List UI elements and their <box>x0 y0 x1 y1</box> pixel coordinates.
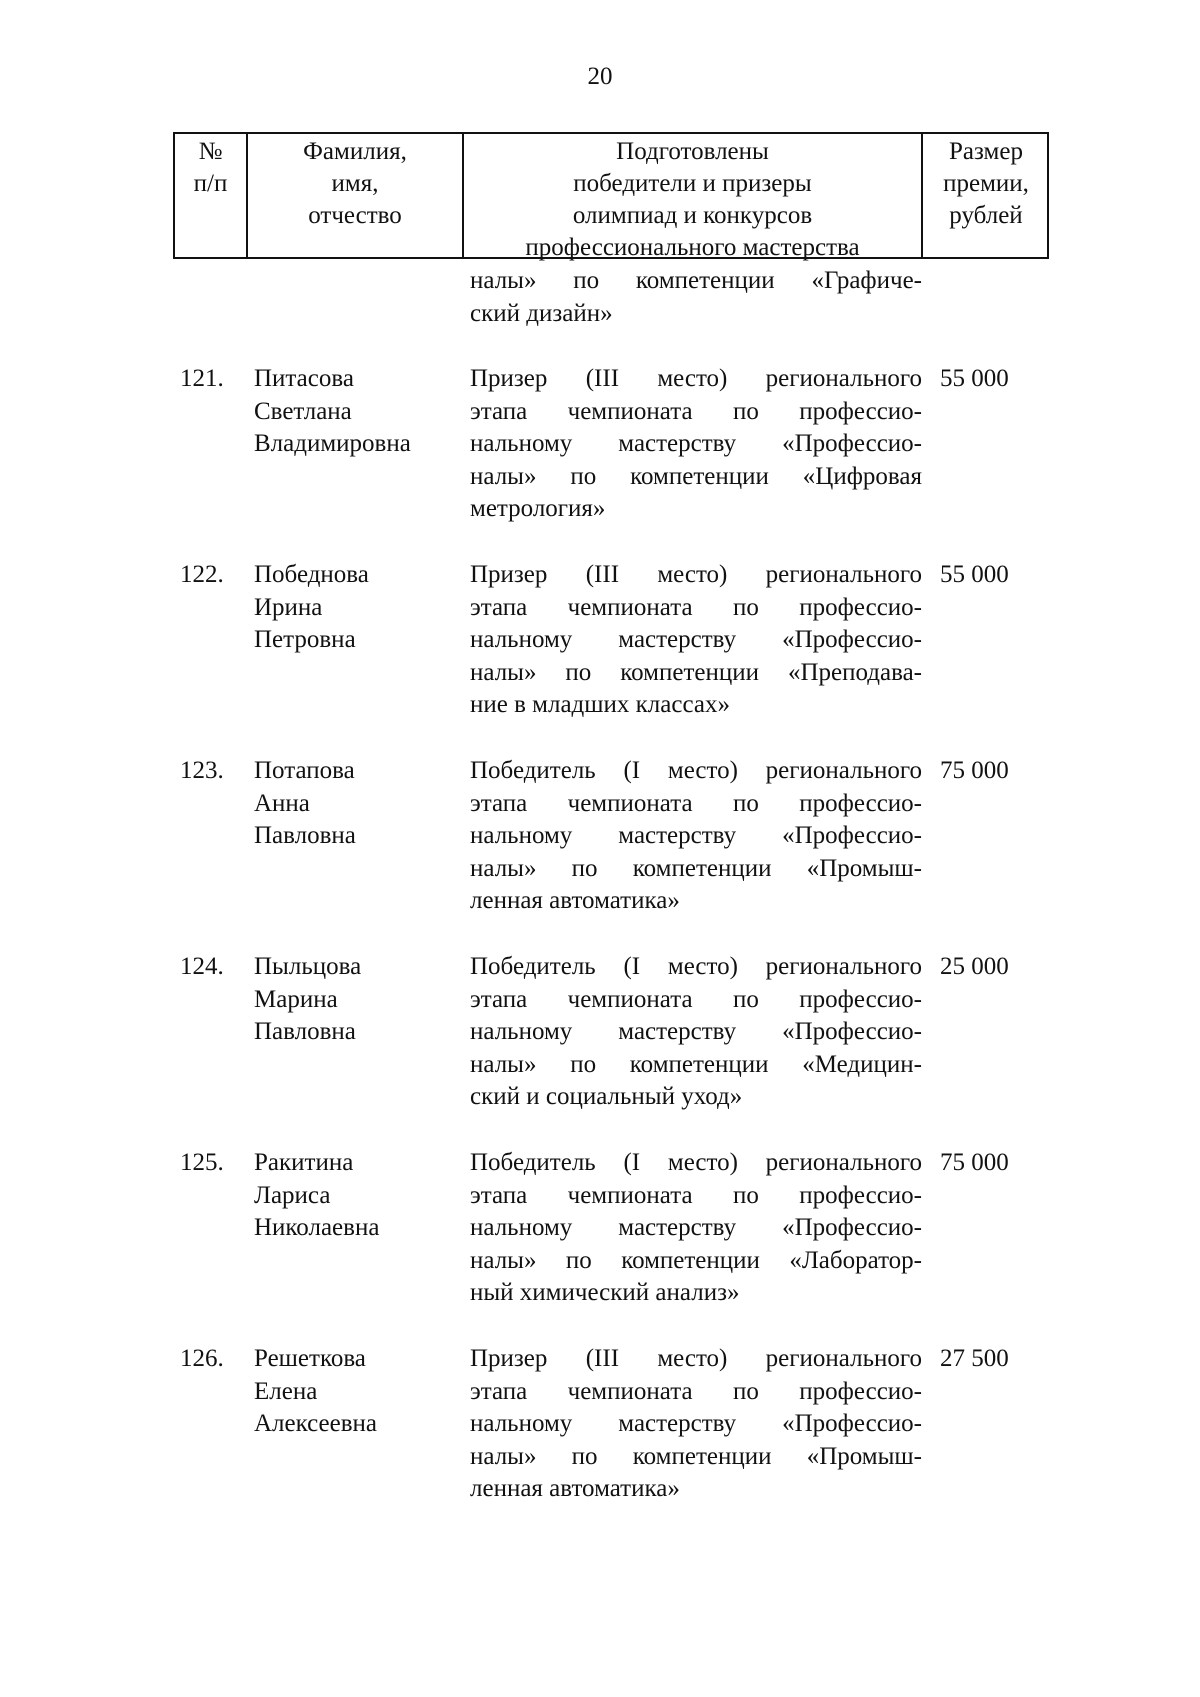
row-number: 124. <box>180 953 224 980</box>
prize-amount: 55 000 <box>940 561 1009 588</box>
first-name: Марина <box>254 985 338 1013</box>
patronymic: Павловна <box>254 1018 356 1045</box>
header-name-line: отчество <box>308 202 402 229</box>
first-name: Ирина <box>254 593 323 621</box>
header-achievement-line: олимпиад и конкурсов <box>572 202 813 229</box>
prize-amount: 27 500 <box>940 1345 1009 1372</box>
header-number-column <box>175 134 246 257</box>
patronymic: Николаевна <box>254 1214 380 1241</box>
achievement-line: метрология» <box>470 495 606 522</box>
achievement-line: нальному мастерству «Профессио- <box>470 822 922 849</box>
person-name <box>254 1343 459 1441</box>
achievement <box>470 755 922 918</box>
achievement <box>470 1343 922 1506</box>
achievement-line: Призер (III место) регионального <box>470 1345 922 1372</box>
surname: Потапова <box>254 757 355 784</box>
surname: Победнова <box>254 561 369 588</box>
surname: Ракитина <box>254 1149 354 1176</box>
achievement-line: налы» по компетенции «Лаборатор- <box>470 1246 922 1274</box>
achievement-line: налы» по компетенции «Промыш- <box>470 854 922 882</box>
achievement-line: налы» по компетенции «Медицин- <box>470 1050 922 1078</box>
achievement-line: этапа чемпионата по профессио- <box>470 1377 922 1405</box>
prize-amount: 55 000 <box>940 365 1009 392</box>
achievement-line: налы» по компетенции «Промыш- <box>470 1442 922 1470</box>
achievement-line: нальному мастерству «Профессио- <box>470 626 922 653</box>
continuation-text <box>470 265 922 330</box>
header-achievement-line: профессионального мастерства <box>525 234 860 261</box>
prize-amount: 75 000 <box>940 1149 1009 1176</box>
achievement-line: этапа чемпионата по профессио- <box>470 1181 922 1209</box>
header-prize-line: рублей <box>949 202 1023 229</box>
surname: Решеткова <box>254 1345 366 1372</box>
patronymic: Петровна <box>254 626 356 653</box>
achievement-line: нальному мастерству «Профессио- <box>470 430 922 457</box>
header-prize-line: премии, <box>943 170 1029 197</box>
achievement-line: ленная автоматика» <box>470 887 680 914</box>
header-name-line: имя, <box>331 170 379 197</box>
achievement-line: Призер (III место) регионального <box>470 365 922 392</box>
achievement-line: Победитель (I место) регионального <box>470 757 922 784</box>
achievement <box>470 559 922 722</box>
patronymic: Алексеевна <box>254 1410 378 1437</box>
patronymic: Владимировна <box>254 430 411 457</box>
first-name: Анна <box>254 789 310 817</box>
table-row <box>0 755 1200 945</box>
header-name-line: Фамилия, <box>303 138 407 165</box>
achievement-line: ние в младших классах» <box>470 691 730 718</box>
prize-amount: 75 000 <box>940 757 1009 784</box>
person-name <box>254 755 459 853</box>
achievement <box>470 363 922 526</box>
header-achievement-line: Подготовлены <box>616 138 769 165</box>
page-number: 20 <box>587 63 613 90</box>
header-achievement-line: победители и призеры <box>573 170 812 197</box>
achievement <box>470 1147 922 1310</box>
first-name: Лариса <box>254 1181 331 1209</box>
achievement-line: этапа чемпионата по профессио- <box>470 789 922 817</box>
first-name: Елена <box>254 1377 318 1405</box>
achievement-line: налы» по компетенции «Графиче- <box>470 267 922 294</box>
achievement-line: этапа чемпионата по профессио- <box>470 593 922 621</box>
prize-amount: 25 000 <box>940 953 1009 980</box>
achievement-line: налы» по компетенции «Цифровая <box>470 462 922 490</box>
surname: Питасова <box>254 365 354 392</box>
header-prize-column <box>921 134 1049 257</box>
row-number: 121. <box>180 365 224 392</box>
achievement-line: налы» по компетенции «Преподава- <box>470 658 922 686</box>
table-row <box>0 1147 1200 1337</box>
header-name-column <box>246 134 462 257</box>
row-number: 125. <box>180 1149 224 1176</box>
row-number: 123. <box>180 757 224 784</box>
achievement-line: нальному мастерству «Профессио- <box>470 1214 922 1241</box>
row-number: 122. <box>180 561 224 588</box>
achievement-line: нальному мастерству «Профессио- <box>470 1410 922 1437</box>
achievement-line: нальному мастерству «Профессио- <box>470 1018 922 1045</box>
achievement-line: Призер (III место) регионального <box>470 561 922 588</box>
patronymic: Павловна <box>254 822 356 849</box>
header-number-line: п/п <box>193 170 228 197</box>
row-number: 126. <box>180 1345 224 1372</box>
achievement-line: Победитель (I место) регионального <box>470 1149 922 1176</box>
achievement-line: этапа чемпионата по профессио- <box>470 397 922 425</box>
surname: Пыльцова <box>254 953 362 980</box>
achievement-line: этапа чемпионата по профессио- <box>470 985 922 1013</box>
person-name <box>254 363 459 461</box>
table-row <box>0 951 1200 1141</box>
achievement-line: ский и социальный уход» <box>470 1083 743 1110</box>
header-prize-line: Размер <box>949 138 1023 165</box>
achievement-line: ный химический анализ» <box>470 1279 740 1306</box>
person-name <box>254 1147 459 1245</box>
header-achievement-column <box>462 134 921 261</box>
achievement-line: ский дизайн» <box>470 299 613 327</box>
achievement-line: ленная автоматика» <box>470 1475 680 1502</box>
table-row <box>0 559 1200 749</box>
person-name <box>254 951 459 1049</box>
achievement <box>470 951 922 1114</box>
table-row <box>0 1343 1200 1533</box>
person-name <box>254 559 459 657</box>
table-row <box>0 363 1200 553</box>
table-header <box>173 132 1049 259</box>
first-name: Светлана <box>254 397 352 425</box>
header-number-line: № <box>198 138 223 165</box>
achievement-line: Победитель (I место) регионального <box>470 953 922 980</box>
